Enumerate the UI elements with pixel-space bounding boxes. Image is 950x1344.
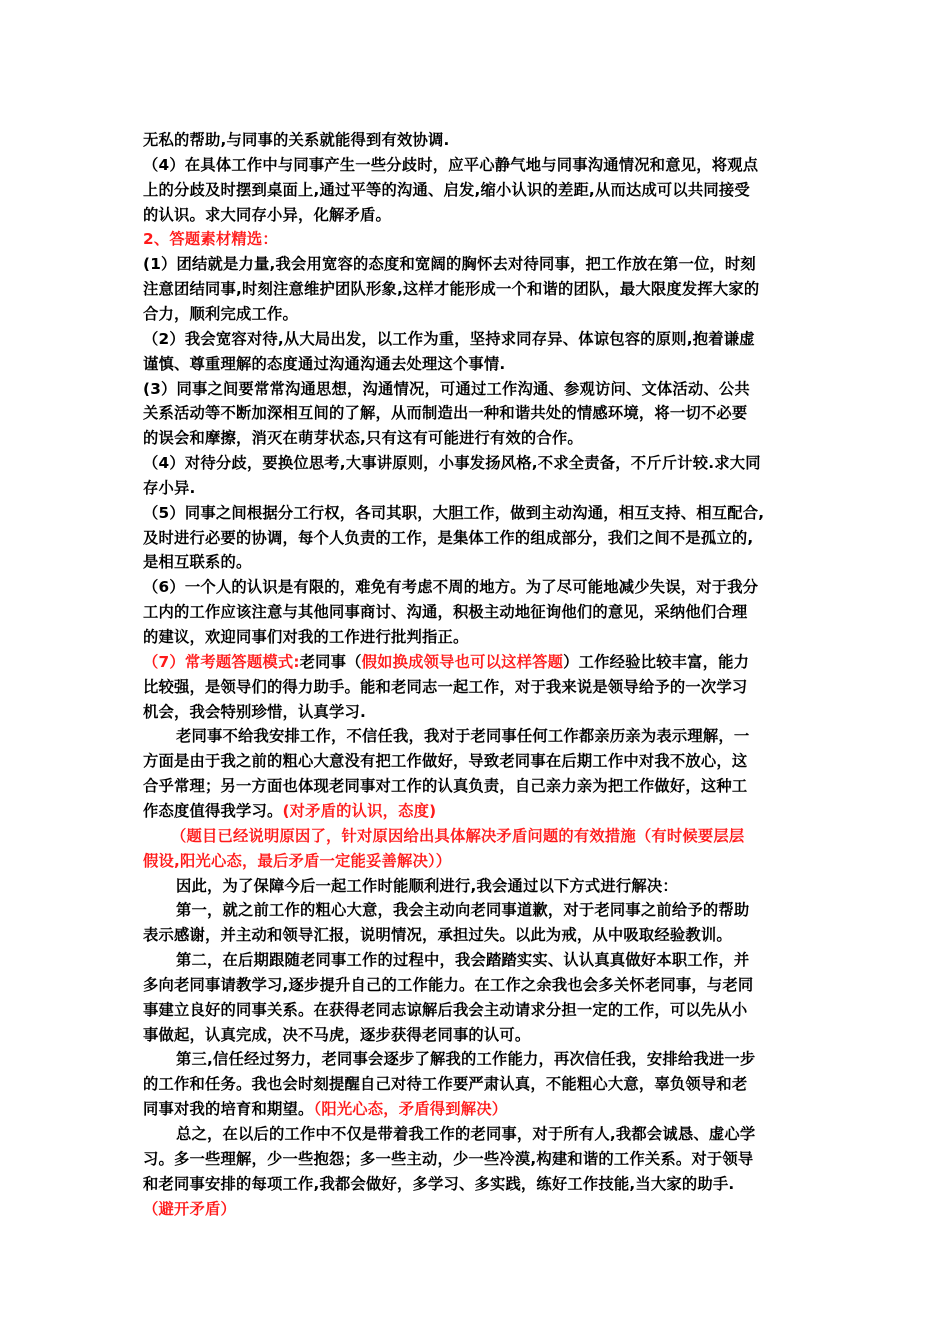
body-text: 的误会和摩擦，消灭在萌芽状态,只有这有可能进行有效的合作。 [143,429,583,448]
text-line [176,1047,846,1071]
body-text: 作态度值得我学习。 [143,801,283,820]
text-line [143,1147,813,1171]
body-text: 的建议，欢迎同事们对我的工作进行批判指正。 [143,628,469,646]
body-text: 第二，在后期跟随老同事工作的过程中，我会踏踏实实、认认真真做好本职工作，并 [176,951,750,970]
body-text: 工内的工作应该注意与其他同事商讨、沟通，积极主动地征询他们的意见，采纳他们合理 [143,603,748,622]
text-line [143,600,813,624]
body-text: 的认识。求大同存小异，化解矛盾。 [143,205,391,224]
body-text: （4）在具体工作中与同事产生一些分歧时，应平心静气地与同事沟通情况和意见，将观点 [143,155,759,174]
text-line [143,153,813,177]
body-text: （4）对待分歧，要换位思考,大事讲原则，小事发扬风格,不求全责备，不斤斤计较.求大同 [143,454,761,473]
body-text: 合力，顺利完成工作。 [143,304,298,323]
text-line [143,327,813,351]
highlighted-text: （7）常考题答题模式: [143,652,300,671]
body-text: 机会，我会特别珍惜，认真学习. [143,702,366,721]
body-text: 总之，在以后的工作中不仅是带着我工作的老同事，对于所有人,我都会诚恳、虚心学 [176,1125,756,1143]
text-line [143,476,813,500]
highlighted-text: 2、答题素材精选： [143,230,278,249]
text-line [143,550,813,574]
text-line [143,203,813,227]
highlighted-text: (对矛盾的认识，态度) [282,801,437,820]
text-line [143,749,813,773]
text-line [176,1122,846,1146]
body-text: 习。多一些理解，少一些抱怨；多一些主动，少一些冷漠,构建和谐的工作关系。对于领导 [143,1149,754,1168]
body-text: 同事对我的培育和期望。 [143,1100,314,1119]
text-line [143,1023,813,1047]
highlighted-text: 假设,阳光心态，最后矛盾一定能妥善解决）） [143,851,452,870]
body-text: 存小异. [143,478,196,497]
text-line [143,451,813,475]
text-line [143,774,813,798]
body-text: 多向老同事请教学习,逐步提升自己的工作能力。在工作之余我也会多关怀老同事，与老同 [143,975,754,994]
body-text: 的工作和任务。我也会时刻提醒自己对待工作要严肃认真，不能粗心大意，辜负领导和老 [143,1075,748,1094]
body-text: (1）团结就是力量,我会用宽容的态度和宽阔的胸怀去对待同事，把工作放在第一位，时刻 [143,255,756,274]
text-line [171,824,841,848]
body-text: 是相互联系的。 [143,553,252,572]
body-text: 老同事（ [299,652,362,671]
body-text: （6）一个人的认识是有限的，难免有考虑不周的地方。为了尽可能地减少失误，对于我分 [143,578,759,597]
text-line [143,252,813,276]
body-text: （5）同事之间根据分工行权，各司其职，大胆工作，做到主动沟通，相互支持、相互配合, [143,503,765,522]
text-line [143,501,813,525]
text-line [143,426,813,450]
body-text: 注意团结同事,时刻注意维护团队形象,这样才能形成一个和谐的团队，最大限度发挥大家的 [143,280,760,299]
body-text: 事做起，认真完成，决不马虎，逐步获得老同事的认可。 [143,1025,531,1044]
body-text: 关系活动等不断加深相互间的了解，从而制造出一种和谐共处的情感环境，将一切不必要 [143,404,748,423]
text-line [176,874,846,898]
text-line [143,700,813,724]
body-text: 表示感谢，并主动和领导汇报，说明情况，承担过失。以此为戒，从中吸取经验教训。 [143,926,732,945]
body-text: 事建立良好的同事关系。在获得老同志谅解后我会主动请求分担一定的工作，可以先从小 [143,1000,748,1019]
body-text: 和老同事安排的每项工作,我都会做好，多学习、多实践，练好工作技能,当大家的助手. [143,1174,735,1193]
highlighted-text: （避开矛盾） [143,1199,236,1218]
body-text: 合乎常理；另一方面也体现老同事对工作的认真负责，自己亲力亲为把工作做好，这种工 [143,777,748,796]
text-line [143,352,813,376]
body-text: (3）同事之间要常常沟通思想，沟通情况，可通过工作沟通、参观访问、文体活动、公共 [143,379,750,398]
body-text: 上的分歧及时摆到桌面上,通过平等的沟通、启发,缩小认识的差距,从而达成可以共同接受 [143,180,750,199]
text-line [143,1197,813,1221]
body-text: ）工作经验比较丰富，能力 [563,652,750,671]
body-text: 第三,信任经过努力，老同事会逐步了解我的工作能力，再次信任我，安排给我进一步 [176,1050,756,1069]
body-text: 及时进行必要的协调，每个人负责的工作，是集体工作的组成部分，我们之间不是孤立的, [143,528,754,547]
text-line [143,575,813,599]
body-text: 比较强，是领导们的得力助手。能和老同志一起工作，对于我来说是领导给予的一次学习 [143,677,748,696]
text-line [143,650,813,674]
highlighted-text: （阳光心态，矛盾得到解决） [313,1100,508,1119]
text-line [143,799,813,823]
text-line [143,302,813,326]
text-line [143,227,813,251]
text-line [143,1097,813,1121]
text-line [143,277,813,301]
body-text: （2）我会宽容对待,从大局出发，以工作为重，坚持求同存异、体谅包容的原则,抱着谦虚 [143,329,755,348]
text-line [143,128,813,152]
text-line [143,849,813,873]
text-line [143,1172,813,1196]
text-line [143,1072,813,1096]
body-text: 因此，为了保障今后一起工作时能顺利进行,我会通过以下方式进行解决： [176,876,678,895]
text-line [143,675,813,699]
body-text: 第一，就之前工作的粗心大意，我会主动向老同事道歉，对于老同事之前给予的帮助 [176,901,750,920]
text-line [176,898,846,922]
text-line [176,948,846,972]
text-line [143,998,813,1022]
text-line [143,377,813,401]
text-line [143,625,813,649]
text-line [143,178,813,202]
text-line [143,401,813,425]
body-text: 无私的帮助,与同事的关系就能得到有效协调. [143,131,450,149]
text-line [176,724,846,748]
text-line [143,923,813,947]
body-text: 谨慎、尊重理解的态度通过沟通沟通去处理这个事情. [143,354,506,373]
highlighted-text: （题目已经说明原因了，针对原因给出具体解决矛盾问题的有效措施（有时候要层层 [171,826,745,845]
body-text: 方面是由于我之前的粗心大意没有把工作做好，导致老同事在后期工作中对我不放心，这 [143,752,748,771]
body-text: 老同事不给我安排工作，不信任我，我对于老同事任何工作都亲历亲为表示理解，一 [176,727,750,746]
highlighted-text: 假如换成领导也可以这样答题 [361,652,564,671]
text-line [143,973,813,997]
text-line [143,526,813,550]
